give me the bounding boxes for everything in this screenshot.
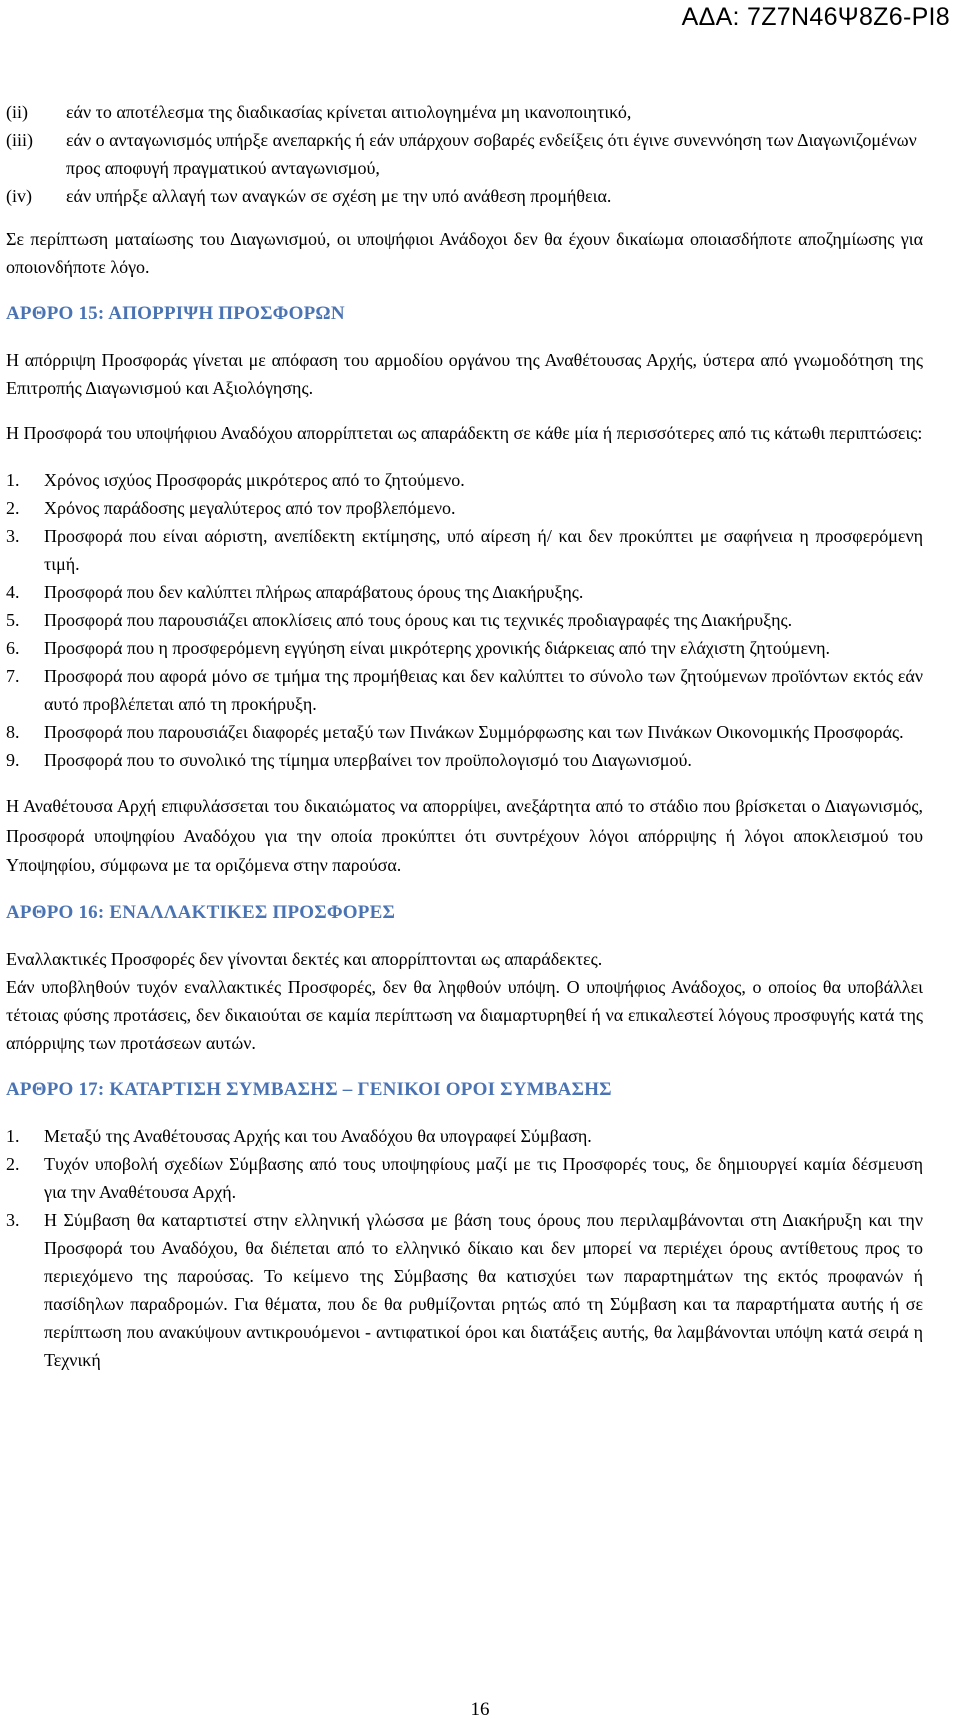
list-number: 3.	[6, 1209, 20, 1230]
roman-item	[6, 98, 923, 126]
list-text: Προσφορά που η προσφερόμενη εγγύηση είναι μικρότερης χρονικής διάρκειας από την ελάχιστη ζητούμενη.	[44, 638, 831, 658]
page-number: 16	[470, 1699, 490, 1720]
list-item	[6, 662, 923, 718]
cancellation-paragraph: Σε περίπτωση ματαίωσης του Διαγωνισμού, οι υποψήφιοι Ανάδοχοι δεν θα έχουν δικαίωμα οποιασδήποτε αποζημίωσης για οποιονδήποτε λόγο.	[6, 229, 923, 277]
roman-text: εάν υπήρξε αλλαγή των αναγκών σε σχέση με την υπό ανάθεση προμήθεια.	[66, 186, 612, 206]
article-15-heading: ΑΡΘΡΟ 15: ΑΠΟΡΡΙΨΗ ΠΡΟΣΦΟΡΩΝ	[6, 303, 345, 324]
article-15-paragraph-3: Η Αναθέτουσα Αρχή επιφυλάσσεται του δικαιώματος να απορρίψει, ανεξάρτητα από το στάδιο που βρίσκεται ο Διαγωνισμός, Προσφορά υποψηφίου Αναδόχου για την οποία προκύπτει ότι συντρέχουν λόγοι απόρριψης ή λόγοι αποκλεισμού του Υποψηφίου, σύμφωνα με τα οριζόμενα στην παρούσα.	[6, 796, 923, 875]
list-number: 8.	[6, 722, 20, 742]
list-item	[6, 1206, 923, 1374]
article-16-paragraph-2: Εάν υποβληθούν τυχόν εναλλακτικές Προσφορές, δεν θα ληφθούν υπόψη. Ο υποψήφιος Ανάδοχος, ο οποίος θα υποβάλλει τέτοιας φύσης προτάσεις, δεν δικαιούται σε καμία περίπτωση να διαμαρτυρηθεί ή να επικαλεστεί λόγους προσφυγής κατά της απόρριψης των προτάσεων αυτών.	[6, 976, 923, 1053]
list-item	[6, 466, 923, 494]
list-number: 1.	[6, 1125, 20, 1146]
list-number: 6.	[6, 638, 20, 658]
list-number: 7.	[6, 666, 20, 686]
roman-number: (iii)	[6, 130, 33, 150]
list-item	[6, 634, 923, 662]
list-number: 1.	[6, 470, 20, 490]
roman-item	[6, 182, 923, 210]
list-item	[6, 718, 923, 746]
list-text: Προσφορά που παρουσιάζει διαφορές μεταξύ των Πινάκων Συμμόρφωσης και των Πινάκων Οικονομικής Προσφοράς.	[44, 722, 904, 742]
article-17-heading: ΑΡΘΡΟ 17: ΚΑΤΑΡΤΙΣΗ ΣΥΜΒΑΣΗΣ – ΓΕΝΙΚΟΙ ΟΡΟΙ ΣΥΜΒΑΣΗΣ	[6, 1078, 612, 1100]
article-16-heading: ΑΡΘΡΟ 16: ΕΝΑΛΛΑΚΤΙΚΕΣ ΠΡΟΣΦΟΡΕΣ	[6, 901, 396, 923]
list-text: Προσφορά που δεν καλύπτει πλήρως απαράβατους όρους της Διακήρυξης.	[44, 582, 584, 602]
list-number: 4.	[6, 582, 20, 602]
ada-code: ΑΔΑ: 7Ζ7Ν46Ψ8Ζ6-ΡΙ8	[681, 3, 950, 31]
roman-text: εάν το αποτέλεσμα της διαδικασίας κρίνεται αιτιολογημένα μη ικανοποιητικό,	[66, 102, 632, 122]
list-number: 2.	[6, 498, 20, 518]
list-text: Προσφορά που αφορά μόνο σε τμήμα της προμήθειας και δεν καλύπτει το σύνολο των ζητούμενων προϊόντων εκτός εάν αυτό προβλέπεται από τη προκήρυξη.	[44, 666, 923, 714]
rejection-list	[6, 466, 923, 774]
article-16-paragraph-1: Εναλλακτικές Προσφορές δεν γίνονται δεκτές και απορρίπτονται ως απαράδεκτες.	[6, 948, 603, 969]
list-number: 5.	[6, 610, 20, 630]
list-item	[6, 746, 923, 774]
roman-text: εάν ο ανταγωνισμός υπήρξε ανεπαρκής ή εάν υπάρχουν σοβαρές ενδείξεις ότι έγινε συνεννόηση των Διαγωνιζομένων προς αποφυγή πραγματικού ανταγωνισμού,	[66, 130, 917, 178]
list-text: Προσφορά που είναι αόριστη, ανεπίδεκτη εκτίμησης, υπό αίρεση ή/ και δεν προκύπτει με σαφήνεια η προσφερόμενη τιμή.	[44, 526, 923, 574]
list-item	[6, 606, 923, 634]
roman-number: (iv)	[6, 186, 32, 206]
list-number: 3.	[6, 526, 20, 546]
list-number: 2.	[6, 1153, 20, 1174]
list-text: Προσφορά που παρουσιάζει αποκλίσεις από τους όρους και τις τεχνικές προδιαγραφές της Διακήρυξης.	[44, 610, 793, 630]
article-15-paragraph-2: Η Προσφορά του υποψήφιου Αναδόχου απορρίπτεται ως απαράδεκτη σε κάθε μία ή περισσότερες από τις κάτωθι περιπτώσεις:	[6, 423, 923, 443]
roman-number: (ii)	[6, 102, 28, 122]
list-text: Τυχόν υποβολή σχεδίων Σύμβασης από τους υποψηφίους μαζί με τις Προσφορές τους, δε δημιουργεί καμία δέσμευση για την Αναθέτουσα Αρχή.	[44, 1153, 923, 1202]
list-text: Χρόνος παράδοσης μεγαλύτερος από τον προβλεπόμενο.	[44, 498, 456, 518]
roman-item	[6, 126, 923, 182]
article-15-paragraph-1: Η απόρριψη Προσφοράς γίνεται με απόφαση του αρμοδίου οργάνου της Αναθέτουσας Αρχής, ύστερα από γνωμοδότηση της Επιτροπής Διαγωνισμού και Αξιολόγησης.	[6, 350, 923, 398]
list-number: 9.	[6, 750, 20, 770]
list-item	[6, 1150, 923, 1206]
list-item	[6, 494, 923, 522]
list-text: Χρόνος ισχύος Προσφοράς μικρότερος από το ζητούμενο.	[44, 470, 465, 490]
list-text: Μεταξύ της Αναθέτουσας Αρχής και του Αναδόχου θα υπογραφεί Σύμβαση.	[44, 1125, 592, 1146]
list-text: Προσφορά που το συνολικό της τίμημα υπερβαίνει τον προϋπολογισμό του Διαγωνισμού.	[44, 750, 692, 770]
list-item	[6, 522, 923, 578]
contract-list	[6, 1122, 923, 1374]
list-text: Η Σύμβαση θα καταρτιστεί στην ελληνική γλώσσα με βάση τους όρους που περιλαμβάνονται στη Διακήρυξη και την Προσφορά του Αναδόχου, θα διέπεται από το ελληνικό δίκαιο και δεν μπορεί να περιέχει όρους αντίθετους προς το περιεχόμενο της παρούσας. Το κείμενο της Σύμβασης θα κατισχύει των παραρτημάτων της εκτός προφανών ή πασίδηλων παραδρομών. Για θέματα, που δε θα ρυθμίζονται ρητώς από τη Σύμβαση και τα παραρτήματα αυτής ή σε περίπτωση που ανακύψουν αντικρουόμενοι - αντιφατικοί όροι και διατάξεις αυτής, θα λαμβάνονται υπόψη κατά σειρά η Τεχνική	[44, 1209, 923, 1370]
list-item	[6, 1122, 923, 1150]
list-item	[6, 578, 923, 606]
page-content	[6, 98, 923, 1374]
